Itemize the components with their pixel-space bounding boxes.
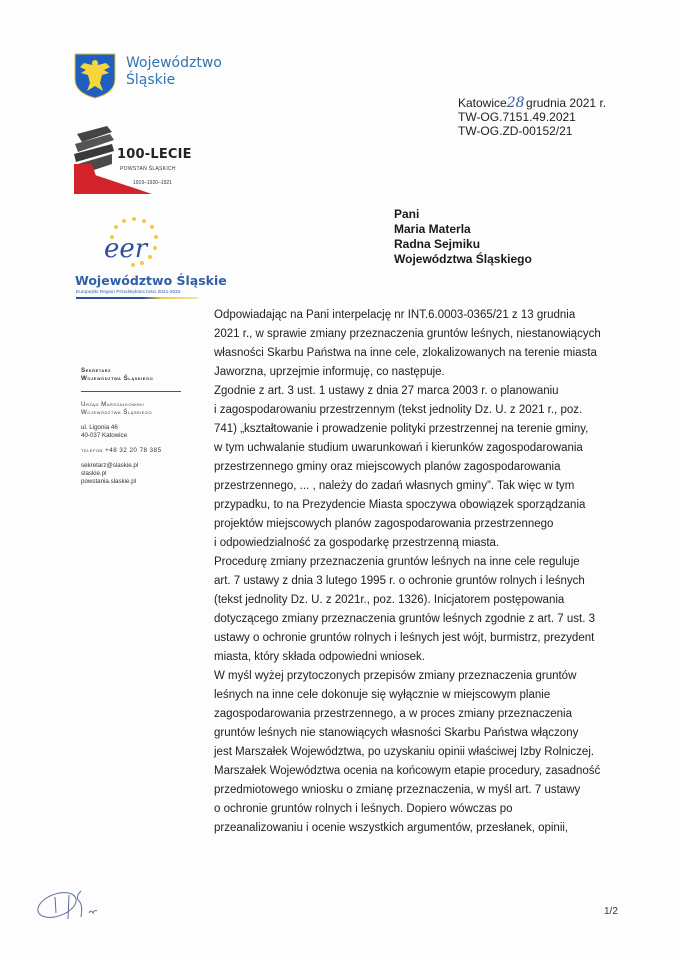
body-line: przeanalizowaniu i ocenie wszystkich argumentów, przesłanek, opinii,: [214, 822, 569, 834]
body-line: gruntów leśnych nie stanowiących własności Skarbu Państwa włączony: [214, 727, 579, 739]
website-link[interactable]: slaskie.pl: [81, 470, 107, 477]
body-line: Zgodnie z art. 3 ust. 1 ustawy z dnia 27 marca 2003 r. o planowaniu: [214, 385, 559, 397]
address-city: 40-037 Katowice: [81, 432, 128, 439]
page-number: 1/2: [604, 906, 618, 917]
body-line: Procedurę zmiany przeznaczenia gruntów leśnych na inne cele reguluje: [214, 556, 580, 568]
body-line: w tym uchwalanie studium uwarunkowań i kierunków zagospodarowania: [214, 442, 583, 454]
body-line: miasta, który składa odpowiedni wniosek.: [214, 651, 425, 663]
body-line: W myśl wyżej przytoczonych przepisów zmiany przeznaczenia gruntów: [214, 670, 577, 682]
body-line: (tekst jednolity Dz. U. z 2021r., poz. 1326). Inicjatorem postępowania: [214, 594, 565, 606]
centenary-years: 1919–1920–1921: [133, 180, 172, 186]
reference-number-2: TW-OG.ZD-00152/21: [458, 124, 573, 138]
body-line: jest Marszałek Województwa, po uzyskaniu opinii właściwej Izby Rolniczej.: [214, 746, 595, 758]
eer-subtitle: Europejski Region Przedsiębiorczości 2021-2022: [76, 290, 181, 295]
body-line: leśnych na inne cele dokonuje się wyłącznie w miejscowym planie: [214, 689, 551, 701]
date-line: Katowice28 grudnia 2021 r.: [458, 95, 607, 111]
body-line: Odpowiadając na Pani interpelację nr INT.6.0003-0365/21 z 13 grudnia: [214, 309, 576, 321]
eer-logo-icon: [98, 213, 170, 271]
letter-meta: [458, 96, 606, 138]
body-line: Marszałek Województwa ocenia na końcowym etapie procedury, zasadność: [214, 765, 601, 777]
recipient-block: Pani Maria Materla Radna Sejmiku Województwa Śląskiego: [394, 207, 532, 266]
organization: Urząd Marszałkowski: [81, 401, 145, 408]
eer-region-name: Województwo Śląskie: [75, 273, 227, 288]
body-line: art. 7 ustawy z dnia 3 lutego 1995 r. o ochronie gruntów rolnych i leśnych: [214, 575, 585, 587]
sender-contact-block: [81, 367, 196, 486]
website-link-2[interactable]: powstania.slaskie.pl: [81, 478, 137, 485]
body-line: i odpowiedzialność za gospodarkę przestrzenną miasta.: [214, 537, 500, 549]
phone: telefon +48 32 20 78 385: [81, 447, 162, 454]
eer-color-bar: [76, 297, 198, 299]
body-line: i zagospodarowaniu przestrzennym (tekst jednolity Dz. U. z 2021 r., poz.: [214, 404, 583, 416]
email-link[interactable]: sekretarz@slaskie.pl: [81, 462, 139, 469]
handwritten-initials-icon: [35, 883, 115, 933]
body-line: przedmiotowego wniosku o zmianę przeznaczenia, w myśl art. 7 ustawy: [214, 784, 581, 796]
body-line: przypadku, to na Prezydencie Miasta spoczywa obowiązek sporządzania: [214, 499, 586, 511]
office-title: Sekretarz: [81, 367, 112, 374]
brand-name: Województwo Śląskie: [126, 55, 222, 88]
body-line: własności Skarbu Państwa na inne cele, zlokalizowanych na terenie miasta: [214, 347, 597, 359]
letter-body: [214, 306, 626, 838]
body-line: projektów miejscowych planów zagospodarowania przestrzennego: [214, 518, 554, 530]
address-street: ul. Ligonia 46: [81, 424, 118, 431]
office-title-2: Województwa Śląskiego: [81, 375, 154, 382]
body-line: 741) „kształtowanie i prowadzenie polityki przestrzennej na terenie gminy,: [214, 423, 589, 435]
body-line: przestrzennego gminy oraz miejscowych planów zagospodarowania: [214, 461, 561, 473]
body-line: ustawy o ochronie gruntów rolnych i leśnych jest wójt, burmistrz, prezydent: [214, 632, 595, 644]
body-line: o ochronie gruntów rolnych i leśnych. Dopiero wówczas po: [214, 803, 513, 815]
centenary-title: 100-LECIE: [117, 147, 192, 162]
handwritten-day: 28: [506, 95, 525, 111]
svg-text:eer: eer: [104, 234, 148, 264]
organization-2: Województwa Śląskiego: [81, 409, 153, 416]
body-line: Jaworzna, uprzejmie informuję, co następuje.: [214, 366, 445, 378]
reference-number: TW-OG.7151.49.2021: [458, 110, 576, 124]
coat-of-arms-icon: [74, 53, 116, 99]
body-line: przestrzennego, ... , należy do zadań własnych gminy”. Tak więc w tym: [214, 480, 575, 492]
divider: [81, 391, 181, 392]
body-line: dotyczącego zmiany przeznaczenia gruntów leśnych zgodnie z art. 7 ust. 3: [214, 613, 595, 625]
body-line: 2021 r., w sprawie zmiany przeznaczenia gruntów leśnych, niestanowiących: [214, 328, 601, 340]
body-line: zagospodarowania przestrzennego, a w proces zmiany przeznaczenia: [214, 708, 572, 720]
centenary-subtitle: POWSTAŃ ŚLĄSKICH: [120, 166, 176, 172]
